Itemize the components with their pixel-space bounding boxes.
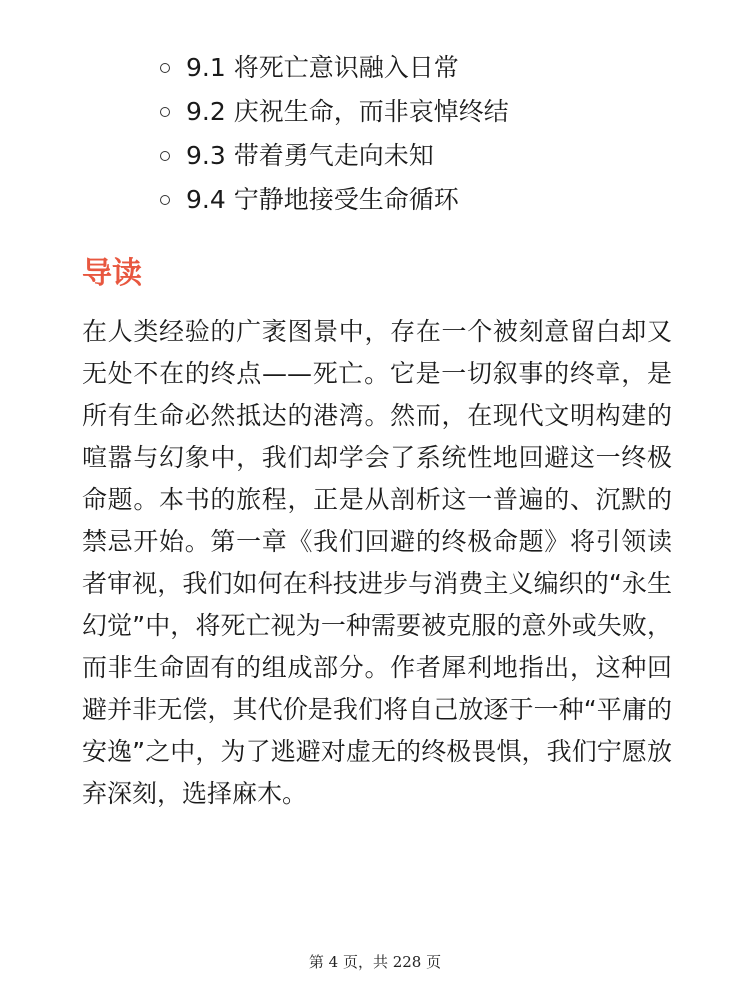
page-number-footer: 第 4 页，共 228 页: [308, 953, 442, 971]
hollow-circle-bullet-icon: [160, 195, 170, 205]
hollow-circle-bullet-icon: [160, 107, 170, 117]
section-heading: 导读: [82, 256, 142, 291]
hollow-circle-bullet-icon: [160, 63, 170, 73]
toc-item-label: 9.3 带着勇气走向未知: [186, 141, 434, 170]
table-of-contents-list: [160, 46, 509, 222]
hollow-circle-bullet-icon: [160, 151, 170, 161]
toc-item[interactable]: [160, 46, 509, 90]
toc-item-label: 9.1 将死亡意识融入日常: [186, 53, 459, 82]
toc-item-label: 9.4 宁静地接受生命循环: [186, 185, 459, 214]
body-paragraph: 在人类经验的广袤图景中，存在一个被刻意留白却又无处不在的终点——死亡。它是一切叙事的终章，是所有生命必然抵达的港湾。然而，在现代文明构建的喧嚣与幻象中，我们却学会了系统性地回避这一终极命题。本书的旅程，正是从剖析这一普遍的、沉默的禁忌开始。第一章《我们回避的终极命题》将引领读者审视，我们如何在科技进步与消费主义编织的“永生幻觉”中，将死亡视为一种需要被克服的意外或失败，而非生命固有的组成部分。作者犀利地指出，这种回避并非无偿，其代价是我们将自己放逐于一种“平庸的安逸”之中，为了逃避对虚无的终极畏惧，我们宁愿放弃深刻，选择麻木。: [82, 317, 672, 808]
toc-item[interactable]: [160, 90, 509, 134]
toc-item-label: 9.2 庆祝生命，而非哀悼终结: [186, 97, 509, 126]
toc-item[interactable]: [160, 178, 509, 222]
toc-item[interactable]: [160, 134, 509, 178]
